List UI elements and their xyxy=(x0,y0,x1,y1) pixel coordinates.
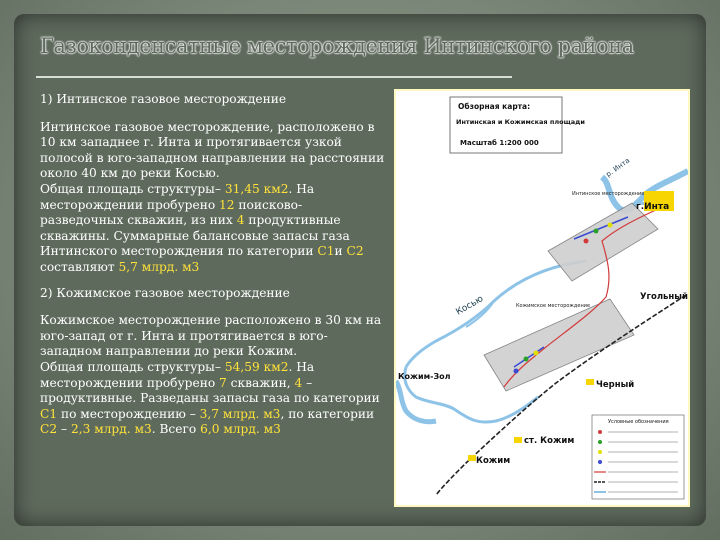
legend-dot xyxy=(598,430,602,434)
kozhim-wells: 7 xyxy=(219,375,227,390)
slide-title: Газоконденсатные месторождения Интинского района xyxy=(40,34,634,58)
st-kozhim-block xyxy=(514,437,522,443)
kozhim-total: 6,0 млрд. м3 xyxy=(200,422,281,437)
by-cat2: , по категории xyxy=(280,406,375,421)
and-text: и xyxy=(334,244,347,259)
dash: – xyxy=(57,422,71,437)
label-kozhim-field: Кожимское месторождение xyxy=(516,303,591,309)
kozhim-reserve1: 3,7 млрд. м3 xyxy=(199,406,281,421)
kozhim-area: 54,59 км2 xyxy=(224,359,289,374)
kozhim-cat2: C2 xyxy=(40,422,58,437)
inta-reserve: 5,7 млрд. м3 xyxy=(118,259,200,274)
drilled-prefix: . На месторождении пробурено xyxy=(40,181,315,212)
label-kozhim: Кожим xyxy=(476,456,511,466)
total-prefix: . Всего xyxy=(151,422,201,437)
section1-paragraph xyxy=(40,120,385,276)
well-marker xyxy=(594,229,599,234)
map-title2: Интинская и Кожимская площади xyxy=(456,118,585,126)
inta-area: 31,45 км2 xyxy=(224,181,289,196)
section1-heading: 1) Интинское газовое месторождение xyxy=(40,92,287,106)
map-scale: Масштаб 1:200 000 xyxy=(460,139,539,147)
amount-prefix: составляют xyxy=(40,259,119,274)
inta-field-area xyxy=(548,203,658,281)
wells-mid: поисково-разведочных скважин, из них xyxy=(40,197,303,228)
wells-mid-2: скважин, xyxy=(226,375,295,390)
legend-title: Условные обозначения xyxy=(608,419,669,425)
section2-intro: Кожимское месторождение расположено в 30 км на юго-запад от г. Инта и протягивается в юго-западном направлении до реки Кожим. xyxy=(40,313,382,359)
kozhim-field-area xyxy=(484,299,634,391)
area-prefix: Общая площадь структуры– xyxy=(40,181,225,196)
label-cherny: Черный xyxy=(596,380,635,390)
overview-map xyxy=(394,89,690,507)
label-st-kozhim: ст. Кожим xyxy=(524,436,575,446)
cherny-block xyxy=(586,379,594,385)
label-r-inta: р. Инта xyxy=(604,156,632,179)
label-ugolny: Угольный xyxy=(640,292,688,302)
map-title1: Обзорная карта: xyxy=(458,102,531,111)
section2-heading: 2) Кожимское газовое месторождение xyxy=(40,285,290,300)
kozhim-productive: 4 xyxy=(294,375,303,390)
title-underline xyxy=(36,76,512,78)
section2-paragraph xyxy=(40,313,385,438)
inta-productive: 4 xyxy=(236,213,245,228)
label-kozhim-zol: Кожим-Зол xyxy=(398,372,451,381)
legend-dot xyxy=(598,460,602,464)
map-svg xyxy=(396,91,688,505)
kozhim-reserve2: 2,3 млрд. м3 xyxy=(70,422,152,437)
section1-intro: Интинское газовое месторождение, расположено в 10 км западнее г. Инта и протягивается узкой полосой в юго-западном направлении на расстоянии около 40 км до реки Косью. xyxy=(40,119,385,181)
inta-cat2: C2 xyxy=(346,244,364,259)
drilled-prefix-2: . На месторождении пробурено xyxy=(40,359,315,390)
legend-box xyxy=(592,415,684,499)
label-inta: г.Инта xyxy=(636,202,670,212)
well-marker xyxy=(524,357,529,362)
legend-dot xyxy=(598,450,602,454)
kozhim-block xyxy=(468,455,476,461)
area-prefix-2: Общая площадь структуры– xyxy=(40,359,225,374)
inta-cat1: C1 xyxy=(317,244,335,259)
reserves-text: продуктивные скважины. Суммарные балансовые запасы газа Интинского месторождения по категории xyxy=(40,213,350,259)
inta-wells: 12 xyxy=(219,197,235,212)
well-marker xyxy=(534,351,539,356)
well-marker xyxy=(514,369,519,374)
productive-suffix: – продуктивные. Разведаны запасы газа по категории xyxy=(40,375,380,406)
legend-dot xyxy=(598,440,602,444)
by-field: по месторождению – xyxy=(57,406,200,421)
well-marker xyxy=(584,239,589,244)
kozhim-cat1: C1 xyxy=(40,406,58,421)
label-inta-field: Интинское месторождение xyxy=(572,191,645,197)
body-text xyxy=(40,92,385,438)
well-marker xyxy=(608,223,613,228)
label-kosyu: Косью xyxy=(454,294,486,318)
